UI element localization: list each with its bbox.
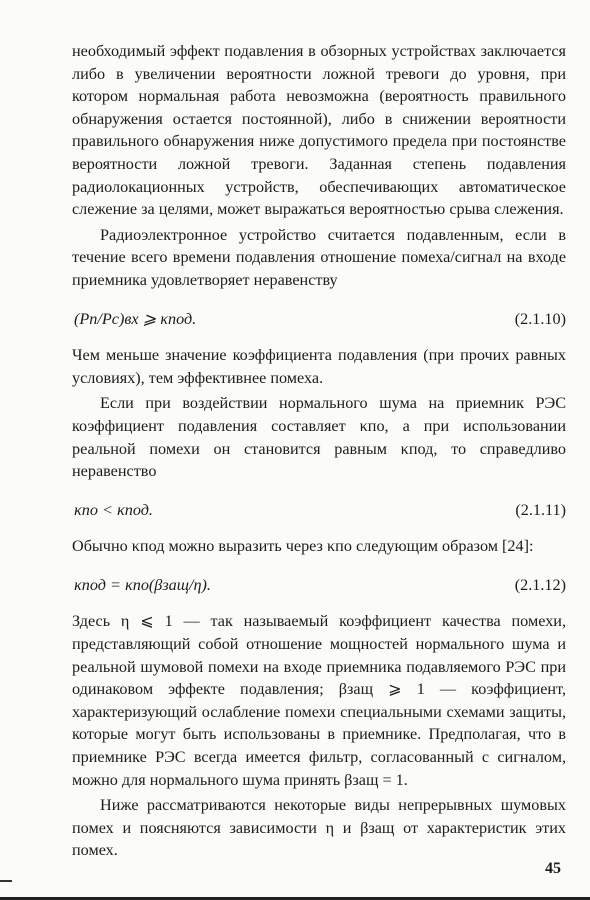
text-column <box>72 40 566 862</box>
equation-formula: κпо < κпод. <box>74 500 153 519</box>
equation-number: (2.1.12) <box>514 575 566 594</box>
equation-number: (2.1.11) <box>515 500 566 519</box>
equation-formula: (Pп/Pс)вх ⩾ κпод. <box>74 309 197 328</box>
paragraph-2: Радиоэлектронное устройство считается подавленным, если в течение всего времени подавления отношение помеха/сигнал на входе приемника удовлетворяет неравенству <box>72 225 566 289</box>
paragraph-4: Если при воздействии нормального шума на приемник РЭС коэффициент подавления составляет κпо, а при использовании реальной помехи он становится равным κпод, то справедливо неравенство <box>72 394 566 481</box>
paragraph-7: Ниже рассматриваются некоторые виды непрерывных шумовых помех и поясняются зависимости η и βзащ от характеристик этих помех. <box>72 796 566 860</box>
equation-2-1-10 <box>72 308 566 331</box>
equation-formula: κпод = κпо(βзащ/η). <box>74 575 211 594</box>
scan-edge-mark <box>0 880 12 882</box>
paragraph-3: Чем меньше значение коэффициента подавления (при прочих равных условиях), тем эффективнее помеха. <box>72 346 566 387</box>
paragraph-1: необходимый эффект подавления в обзорных устройствах заключается либо в увеличении вероятности ложной тревоги до уровня, при котором нормальная работа невозможна (вероятность правильного обнаружения остается постоянной), либо в снижении вероятности правильного обнаружения ниже допустимого предела при постоянстве вероятности ложной тревоги. Заданная степень подавления радиолокационных устройств, обеспечивающих автоматическое слежение за целями, может выражаться вероятностью срыва слежения. <box>72 42 566 219</box>
paragraph-5: Обычно κпод можно выразить через κпо следующим образом [24]: <box>72 537 534 556</box>
equation-2-1-12 <box>72 574 566 597</box>
equation-number: (2.1.10) <box>514 309 566 328</box>
paragraph-6: Здесь η ⩽ 1 — так называемый коэффициент качества помехи, представляющий собой отношение мощностей нормального шума и реальной шумовой помехи на входе приемника подавляемого РЭС при одинаковом эффекте подавления; βзащ ⩾ 1 — коэффициент, характеризующий ослабление помехи специальными схемами защиты, которые могут быть использованы в приемнике. Предполагая, что в приемнике РЭС всегда имеется фильтр, согласованный с сигналом, можно для нормального шума принять βзащ = 1. <box>72 612 566 789</box>
page-number: 45 <box>545 860 561 877</box>
equation-2-1-11 <box>72 499 566 522</box>
